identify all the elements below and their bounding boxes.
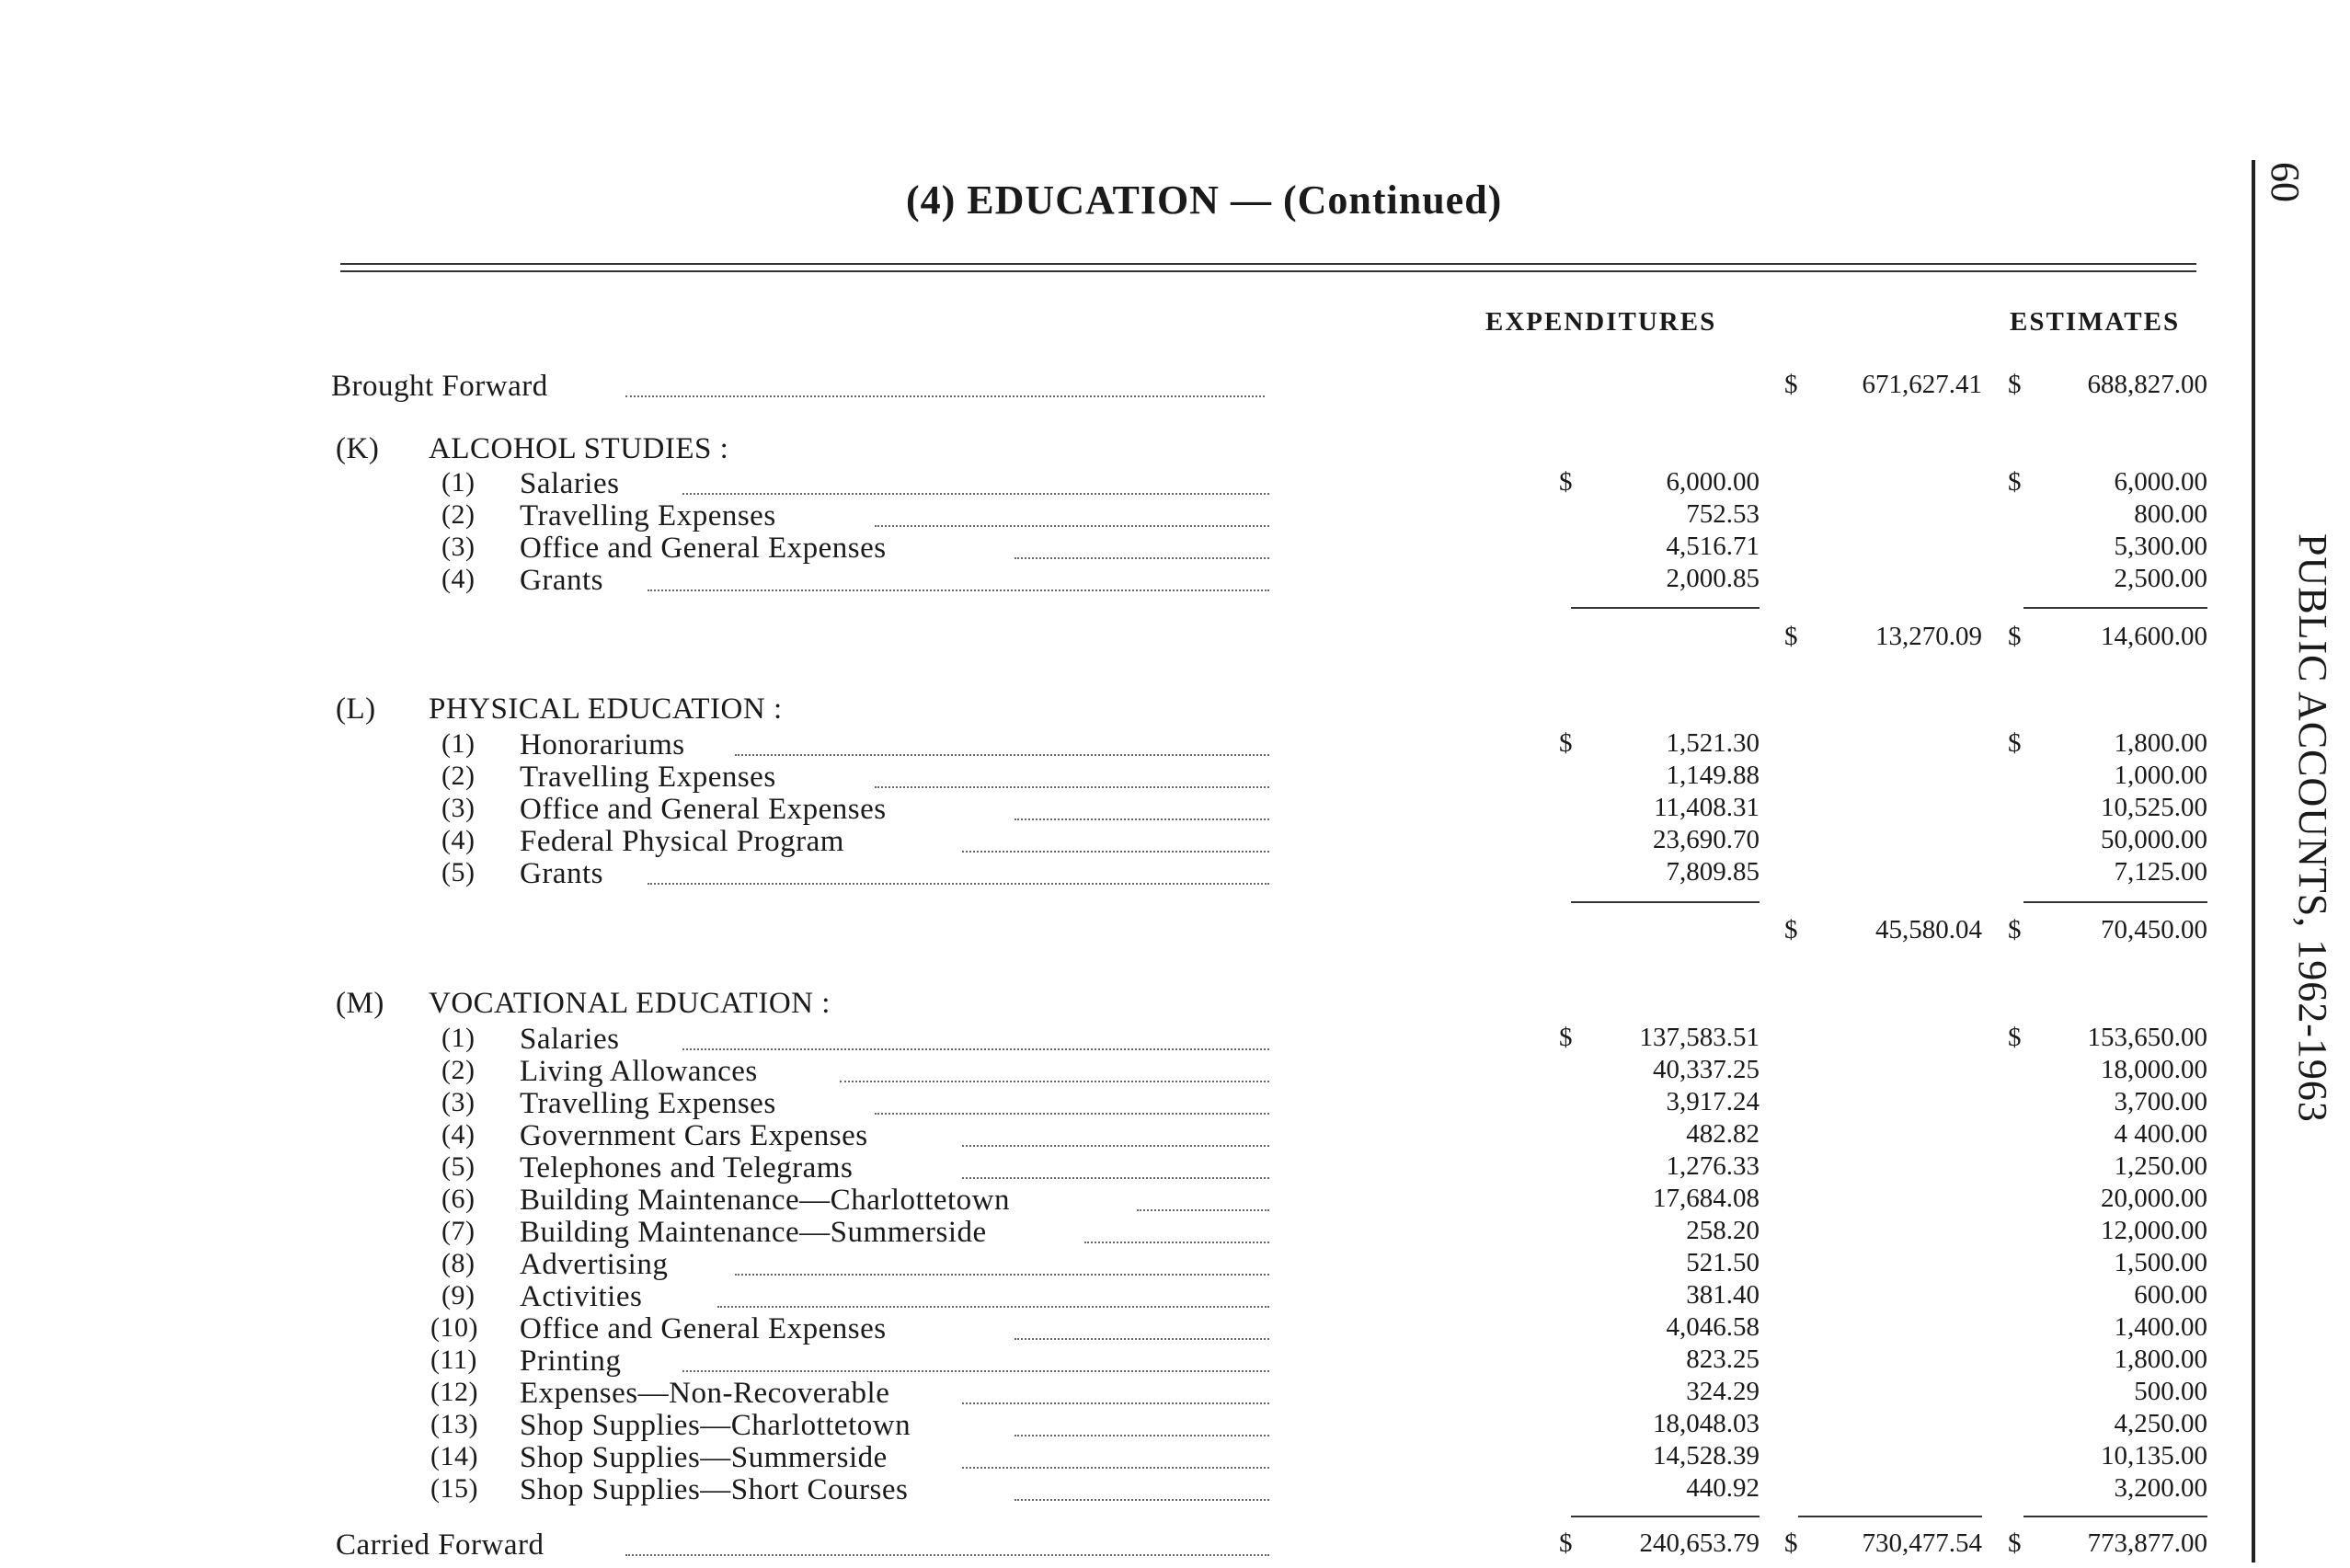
item-expenditure: 521.50 bbox=[1686, 1248, 1760, 1277]
section-heading: ALCOHOL STUDIES : bbox=[429, 432, 729, 465]
item-expenditure: 1,276.33 bbox=[1666, 1151, 1760, 1181]
item-estimate: 18,000.00 bbox=[2101, 1055, 2207, 1084]
section-total-estimate: 70,450.00 bbox=[2101, 915, 2207, 944]
item-label: Travelling Expenses bbox=[520, 761, 776, 794]
item-number: (5) bbox=[441, 1151, 476, 1182]
item-label: Travelling Expenses bbox=[520, 499, 776, 532]
item-expenditure: 11,408.31 bbox=[1654, 793, 1760, 822]
item-number: (4) bbox=[441, 564, 476, 594]
total-rule bbox=[2023, 1516, 2207, 1517]
item-estimate: 5,300.00 bbox=[2114, 532, 2207, 561]
dot-leader bbox=[962, 851, 1269, 853]
item-number: (2) bbox=[441, 499, 476, 530]
total-rule bbox=[1798, 1516, 1982, 1517]
item-estimate: 1,400.00 bbox=[2114, 1312, 2207, 1342]
item-estimate: 4,250.00 bbox=[2114, 1409, 2207, 1438]
item-label: Salaries bbox=[520, 467, 620, 500]
item-estimate: 153,650.00 bbox=[2087, 1023, 2207, 1052]
item-number: (10) bbox=[430, 1312, 478, 1343]
item-label: Grants bbox=[520, 564, 603, 597]
page-number: 60 bbox=[2263, 162, 2308, 202]
dollar-sign: $ bbox=[2008, 915, 2022, 944]
item-estimate: 6,000.00 bbox=[2114, 467, 2207, 497]
item-expenditure: 137,583.51 bbox=[1639, 1023, 1760, 1052]
dot-leader bbox=[962, 1402, 1269, 1404]
item-estimate: 600.00 bbox=[2134, 1280, 2207, 1310]
item-number: (3) bbox=[441, 532, 476, 562]
item-expenditure: 6,000.00 bbox=[1666, 467, 1760, 497]
item-expenditure: 14,528.39 bbox=[1653, 1441, 1760, 1471]
item-estimate: 12,000.00 bbox=[2101, 1216, 2207, 1245]
item-estimate: 1,800.00 bbox=[2114, 728, 2207, 758]
item-estimate: 2,500.00 bbox=[2114, 564, 2207, 593]
dot-leader bbox=[840, 1081, 1269, 1082]
item-label: Building Maintenance—Summerside bbox=[520, 1216, 987, 1249]
brought-forward-estimates: 688,827.00 bbox=[2087, 370, 2207, 399]
item-number: (9) bbox=[441, 1280, 476, 1310]
item-label: Activities bbox=[520, 1280, 643, 1313]
item-estimate: 10,135.00 bbox=[2101, 1441, 2207, 1471]
dot-leader bbox=[682, 493, 1269, 495]
item-expenditure: 18,048.03 bbox=[1653, 1409, 1760, 1438]
item-expenditure: 4,046.58 bbox=[1666, 1312, 1760, 1342]
dot-leader bbox=[648, 883, 1269, 885]
item-estimate: 7,125.00 bbox=[2114, 857, 2207, 887]
item-estimate: 3,700.00 bbox=[2114, 1087, 2207, 1116]
dot-leader bbox=[625, 395, 1265, 397]
dot-leader bbox=[1015, 1435, 1269, 1436]
dot-leader bbox=[735, 754, 1269, 756]
dot-leader bbox=[875, 786, 1269, 788]
total-rule bbox=[1571, 607, 1760, 609]
item-number: (1) bbox=[441, 467, 476, 498]
dollar-sign: $ bbox=[1784, 1528, 1798, 1558]
carried-forward-label: Carried Forward bbox=[336, 1528, 545, 1562]
dot-leader bbox=[962, 1177, 1269, 1179]
item-label: Honorariums bbox=[520, 728, 685, 761]
item-expenditure: 440.92 bbox=[1686, 1473, 1760, 1503]
title-rule-top bbox=[340, 263, 2196, 265]
total-rule bbox=[2023, 607, 2207, 609]
dot-leader bbox=[1015, 1499, 1269, 1501]
dollar-sign: $ bbox=[1559, 728, 1573, 758]
dot-leader bbox=[682, 1370, 1269, 1372]
item-label: Office and General Expenses bbox=[520, 1312, 887, 1345]
item-number: (4) bbox=[441, 1119, 476, 1150]
item-label: Salaries bbox=[520, 1023, 620, 1056]
item-expenditure: 2,000.85 bbox=[1666, 564, 1760, 593]
total-rule bbox=[1571, 1516, 1760, 1517]
item-number: (1) bbox=[441, 1023, 476, 1053]
item-number: (7) bbox=[441, 1216, 476, 1246]
margin-rule bbox=[2252, 160, 2255, 1562]
item-number: (1) bbox=[441, 728, 476, 759]
dot-leader bbox=[1015, 557, 1269, 559]
dot-leader bbox=[875, 525, 1269, 527]
carried-forward-section-total: 240,653.79 bbox=[1639, 1528, 1760, 1558]
title-rule-bottom bbox=[340, 270, 2196, 272]
item-estimate: 500.00 bbox=[2134, 1377, 2207, 1406]
item-number: (2) bbox=[441, 761, 476, 791]
dot-leader bbox=[1015, 818, 1269, 820]
item-label: Grants bbox=[520, 857, 603, 890]
item-label: Telephones and Telegrams bbox=[520, 1151, 854, 1185]
item-number: (13) bbox=[430, 1409, 478, 1439]
item-expenditure: 40,337.25 bbox=[1653, 1055, 1760, 1084]
item-estimate: 1,000.00 bbox=[2114, 761, 2207, 790]
dot-leader bbox=[1084, 1242, 1269, 1243]
dot-leader bbox=[875, 1113, 1269, 1115]
dollar-sign: $ bbox=[2008, 467, 2022, 497]
dollar-sign: $ bbox=[1559, 467, 1573, 497]
dollar-sign: $ bbox=[1784, 915, 1798, 944]
item-number: (11) bbox=[430, 1345, 477, 1375]
dot-leader bbox=[735, 1274, 1269, 1276]
section-code: (M) bbox=[336, 987, 384, 1020]
dot-leader bbox=[648, 589, 1269, 591]
dollar-sign: $ bbox=[2008, 1528, 2022, 1558]
item-estimate: 20,000.00 bbox=[2101, 1184, 2207, 1213]
estimates-column-header: ESTIMATES bbox=[2010, 307, 2181, 337]
item-number: (3) bbox=[441, 1087, 476, 1117]
item-expenditure: 381.40 bbox=[1686, 1280, 1760, 1310]
item-number: (2) bbox=[441, 1055, 476, 1085]
dot-leader bbox=[962, 1467, 1269, 1469]
item-label: Advertising bbox=[520, 1248, 669, 1281]
brought-forward-label: Brought Forward bbox=[331, 370, 548, 403]
item-expenditure: 7,809.85 bbox=[1666, 857, 1760, 887]
item-estimate: 1,250.00 bbox=[2114, 1151, 2207, 1181]
item-expenditure: 4,516.71 bbox=[1666, 532, 1760, 561]
item-label: Building Maintenance—Charlottetown bbox=[520, 1184, 1010, 1217]
item-label: Shop Supplies—Charlottetown bbox=[520, 1409, 911, 1442]
dollar-sign: $ bbox=[2008, 728, 2022, 758]
item-label: Shop Supplies—Summerside bbox=[520, 1441, 888, 1474]
section-total-expenditure: 13,270.09 bbox=[1875, 622, 1982, 651]
expenditures-column-header: EXPENDITURES bbox=[1485, 307, 1717, 337]
item-expenditure: 258.20 bbox=[1686, 1216, 1760, 1245]
section-code: (L) bbox=[336, 692, 376, 726]
item-expenditure: 823.25 bbox=[1686, 1345, 1760, 1374]
item-expenditure: 752.53 bbox=[1686, 499, 1760, 529]
dollar-sign: $ bbox=[2008, 370, 2022, 399]
item-estimate: 3,200.00 bbox=[2114, 1473, 2207, 1503]
item-label: Office and General Expenses bbox=[520, 532, 887, 565]
item-number: (3) bbox=[441, 793, 476, 823]
item-estimate: 10,525.00 bbox=[2101, 793, 2207, 822]
section-code: (K) bbox=[336, 432, 380, 465]
dollar-sign: $ bbox=[2008, 622, 2022, 651]
item-expenditure: 17,684.08 bbox=[1653, 1184, 1760, 1213]
item-estimate: 1,800.00 bbox=[2114, 1345, 2207, 1374]
dot-leader bbox=[1137, 1209, 1269, 1211]
item-number: (5) bbox=[441, 857, 476, 887]
item-expenditure: 1,149.88 bbox=[1666, 761, 1760, 790]
dot-leader bbox=[682, 1048, 1269, 1050]
item-expenditure: 3,917.24 bbox=[1666, 1087, 1760, 1116]
item-estimate: 50,000.00 bbox=[2101, 825, 2207, 854]
page-title: (4) EDUCATION — (Continued) bbox=[906, 177, 1503, 223]
dollar-sign: $ bbox=[1559, 1528, 1573, 1558]
item-estimate: 4 400.00 bbox=[2114, 1119, 2207, 1149]
item-expenditure: 1,521.30 bbox=[1666, 728, 1760, 758]
item-expenditure: 324.29 bbox=[1686, 1377, 1760, 1406]
total-rule bbox=[2023, 901, 2207, 903]
item-number: (8) bbox=[441, 1248, 476, 1278]
item-number: (6) bbox=[441, 1184, 476, 1214]
section-total-estimate: 14,600.00 bbox=[2101, 622, 2207, 651]
item-expenditure: 482.82 bbox=[1686, 1119, 1760, 1149]
dollar-sign: $ bbox=[2008, 1023, 2022, 1052]
dot-leader bbox=[1015, 1338, 1269, 1340]
item-label: Living Allowances bbox=[520, 1055, 758, 1088]
item-label: Government Cars Expenses bbox=[520, 1119, 868, 1152]
item-expenditure: 23,690.70 bbox=[1653, 825, 1760, 854]
section-heading: VOCATIONAL EDUCATION : bbox=[429, 987, 831, 1020]
dollar-sign: $ bbox=[1784, 370, 1798, 399]
dot-leader bbox=[625, 1554, 1269, 1556]
carried-forward-expenditures: 730,477.54 bbox=[1862, 1528, 1982, 1558]
item-estimate: 1,500.00 bbox=[2114, 1248, 2207, 1277]
total-rule bbox=[1571, 901, 1760, 903]
item-label: Federal Physical Program bbox=[520, 825, 844, 858]
dot-leader bbox=[962, 1145, 1269, 1147]
section-heading: PHYSICAL EDUCATION : bbox=[429, 692, 783, 726]
dollar-sign: $ bbox=[1784, 622, 1798, 651]
item-number: (14) bbox=[430, 1441, 478, 1471]
item-estimate: 800.00 bbox=[2134, 499, 2207, 529]
dot-leader bbox=[717, 1306, 1269, 1308]
item-number: (15) bbox=[430, 1473, 478, 1504]
running-head: PUBLIC ACCOUNTS, 1962-1963 bbox=[2290, 533, 2335, 1123]
item-label: Shop Supplies—Short Courses bbox=[520, 1473, 909, 1506]
carried-forward-estimates: 773,877.00 bbox=[2087, 1528, 2207, 1558]
item-label: Office and General Expenses bbox=[520, 793, 887, 826]
brought-forward-expenditures: 671,627.41 bbox=[1862, 370, 1982, 399]
item-number: (4) bbox=[441, 825, 476, 855]
dollar-sign: $ bbox=[1559, 1023, 1573, 1052]
section-total-expenditure: 45,580.04 bbox=[1875, 915, 1982, 944]
item-label: Expenses—Non-Recoverable bbox=[520, 1377, 890, 1410]
item-number: (12) bbox=[430, 1377, 478, 1407]
item-label: Printing bbox=[520, 1345, 622, 1378]
item-label: Travelling Expenses bbox=[520, 1087, 776, 1120]
